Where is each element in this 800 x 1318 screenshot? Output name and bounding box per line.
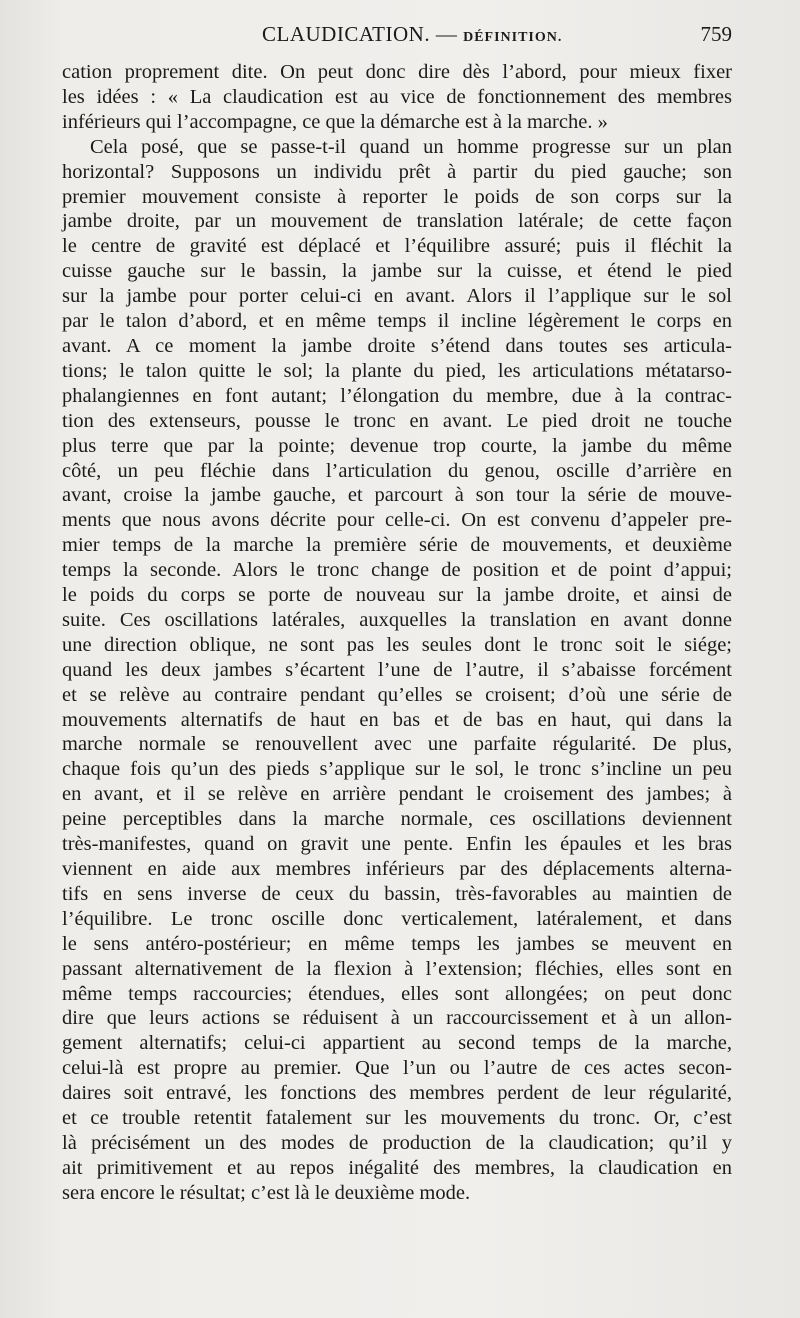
text-line: les idées : « La claudication est au vice de fonctionnement des membres: [62, 85, 732, 108]
running-title: [262, 22, 562, 47]
text-line: sera encore le résultat; c’est là le deuxième mode.: [62, 1181, 471, 1204]
text-line: tion des extenseurs, pousse le tronc en avant. Le pied droit ne touche: [62, 409, 732, 432]
text-line: une direction oblique, ne sont pas les seules dont le tronc soit le siége;: [62, 633, 732, 656]
text-line: inférieurs qui l’accompagne, ce que la démarche est à la marche. »: [62, 110, 608, 133]
text-line: tions; le talon quitte le sol; la plante du pied, les articulations métatarso-: [62, 359, 732, 382]
header-dash: —: [435, 22, 458, 46]
text-line: temps la seconde. Alors le tronc change de position et de point d’appui;: [62, 559, 732, 582]
text-line: celui-là est propre au premier. Que l’un ou l’autre de ces actes secon-: [62, 1057, 732, 1080]
text-line: dire que leurs actions se réduisent à un raccourcissement et à un allon-: [62, 1007, 732, 1030]
text-line: premier mouvement consiste à reporter le poids de son corps sur la: [62, 185, 732, 208]
text-line: cuisse gauche sur le bassin, la jambe sur la cuisse, et étend le pied: [62, 260, 732, 283]
text-line: Cela posé, que se passe-t-il quand un homme progresse sur un plan: [90, 135, 732, 158]
text-line: cation proprement dite. On peut donc dire dès l’abord, pour mieux fixer: [62, 61, 732, 83]
text-line: gement alternatifs; celui-ci appartient au second temps de la marche,: [62, 1032, 732, 1055]
text-line: et se relève au contraire pendant qu’elles se croisent; d’où une série de: [62, 683, 732, 706]
text-line: l’équilibre. Le tronc oscille donc verticalement, latéralement, et dans: [62, 907, 732, 930]
text-line: tifs en sens inverse de ceux du bassin, très-favorables au maintien de: [62, 882, 732, 905]
running-header: [62, 22, 732, 54]
text-line: ments que nous avons décrite pour celle-ci. On est convenu d’appeler pre-: [62, 509, 732, 532]
text-line: horizontal? Supposons un individu prêt à partir du pied gauche; son: [62, 160, 732, 183]
text-line: marche normale se renouvellent avec une parfaite régularité. De plus,: [62, 733, 732, 756]
page-number: 759: [700, 22, 732, 46]
text-line: ait primitivement et au repos inégalité des membres, la claudication en: [62, 1156, 732, 1179]
text-line: avant, croise la jambe gauche, et parcourt à son tour la série de mouve-: [62, 484, 732, 507]
text-line: côté, un peu fléchie dans l’articulation du genou, oscille d’arrière en: [62, 459, 732, 482]
text-line: chaque fois qu’un des pieds s’applique sur le sol, le tronc s’incline un peu: [62, 758, 732, 781]
header-subtitle: DÉFINITION.: [463, 30, 563, 45]
text-line: passant alternativement de la flexion à l’extension; fléchies, elles sont en: [62, 957, 732, 980]
header-title: CLAUDICATION.: [262, 22, 431, 46]
text-line: là précisément un des modes de production de la claudication; qu’il y: [62, 1131, 732, 1154]
text-line: même temps raccourcies; étendues, elles sont allongées; on peut donc: [62, 982, 732, 1005]
text-line: le poids du corps se porte de nouveau sur la jambe droite, et ainsi de: [62, 584, 732, 607]
text-line: le centre de gravité est déplacé et l’équilibre assuré; puis il fléchit la: [62, 235, 732, 258]
text-line: le sens antéro-postérieur; en même temps les jambes se meuvent en: [62, 932, 732, 955]
text-line: plus terre que par la pointe; devenue trop courte, la jambe du même: [62, 434, 732, 457]
text-line: jambe droite, par un mouvement de translation latérale; de cette façon: [62, 210, 732, 233]
text-line: viennent en aide aux membres inférieurs par des déplacements alterna-: [62, 858, 732, 880]
text-line: phalangiennes en font autant; l’élongation du membre, due à la contrac-: [62, 384, 732, 407]
text-line: mouvements alternatifs de haut en bas et de bas en haut, qui dans la: [62, 708, 732, 731]
text-line: sur la jambe pour porter celui-ci en avant. Alors il l’applique sur le sol: [62, 285, 732, 308]
text-line: avant. A ce moment la jambe droite s’étend dans toutes ses articula-: [62, 334, 732, 357]
text-line: peine perceptibles dans la marche normale, ces oscillations deviennent: [62, 808, 732, 831]
text-line: mier temps de la marche la première série de mouvements, et deuxième: [62, 534, 732, 557]
bleed-through-shadow: [300, 1205, 740, 1228]
text-line: en avant, et il se relève en arrière pendant le croisement des jambes; à: [62, 783, 732, 806]
text-line: et ce trouble retentit fatalement sur les mouvements du tronc. Or, c’est: [62, 1107, 732, 1130]
text-line: très-manifestes, quand on gravit une pente. Enfin les épaules et les bras: [62, 833, 732, 856]
text-line: daires soit entravé, les fonctions des membres perdent de leur régularité,: [62, 1082, 732, 1105]
text-line: par le talon d’abord, et en même temps il incline légèrement le corps en: [62, 310, 732, 333]
text-line: suite. Ces oscillations latérales, auxquelles la translation en avant donne: [62, 608, 732, 631]
body-text: [62, 60, 732, 1206]
text-line: quand les deux jambes s’écartent l’une de l’autre, il s’abaisse forcément: [62, 658, 732, 681]
